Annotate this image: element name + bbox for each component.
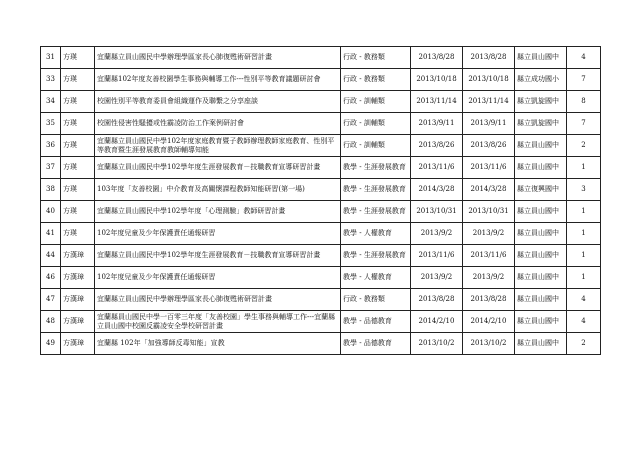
hours-cell: 7 [567, 69, 601, 91]
hours-cell: 1 [567, 267, 601, 289]
teacher-name-cell: 方瑛 [61, 91, 95, 113]
start-date-cell: 2013/8/28 [411, 47, 463, 69]
start-date-cell: 2014/2/10 [411, 311, 463, 333]
end-date-cell: 2014/3/28 [463, 179, 515, 201]
start-date-cell: 2013/10/18 [411, 69, 463, 91]
end-date-cell: 2013/10/18 [463, 69, 515, 91]
teacher-name-cell: 方瑛 [61, 135, 95, 157]
teacher-name-cell: 方瑛 [61, 113, 95, 135]
table-row [41, 179, 601, 201]
row-number-cell: 48 [41, 311, 61, 333]
training-records-table [40, 46, 601, 355]
row-number-cell: 44 [41, 245, 61, 267]
hours-cell: 1 [567, 245, 601, 267]
course-title-cell: 宜蘭縣立員山國民中學辦理學區家長心肺復甦術研習計畫 [95, 289, 341, 311]
start-date-cell: 2013/11/14 [411, 91, 463, 113]
category-cell: 教學 - 生涯發展教育 [341, 179, 411, 201]
start-date-cell: 2013/10/2 [411, 333, 463, 355]
hours-cell: 7 [567, 113, 601, 135]
location-cell: 縣立員山國中 [515, 267, 567, 289]
teacher-name-cell: 方漢璋 [61, 333, 95, 355]
hours-cell: 8 [567, 91, 601, 113]
end-date-cell: 2013/9/11 [463, 113, 515, 135]
table-row [41, 69, 601, 91]
hours-cell: 1 [567, 201, 601, 223]
hours-cell: 4 [567, 47, 601, 69]
location-cell: 縣立員山國中 [515, 157, 567, 179]
course-title-cell: 103年度「友善校園」中介教育及高關懷課程教師知能研習(第一場) [95, 179, 341, 201]
course-title-cell: 校園性別平等教育委員會組織運作及聯繫之分享座談 [95, 91, 341, 113]
course-title-cell: 宜蘭縣員山國民中學一百零三年度「友善校園」學生事務與輔導工作---宜蘭縣立員山國中校園反霸凌安全學校研習計畫 [95, 311, 341, 333]
table-row [41, 201, 601, 223]
location-cell: 縣立員山國中 [515, 201, 567, 223]
teacher-name-cell: 方瑛 [61, 179, 95, 201]
table-row [41, 47, 601, 69]
location-cell: 縣立凱旋國中 [515, 113, 567, 135]
start-date-cell: 2013/9/11 [411, 113, 463, 135]
teacher-name-cell: 方瑛 [61, 201, 95, 223]
location-cell: 縣立員山國中 [515, 47, 567, 69]
category-cell: 教學 - 人權教育 [341, 223, 411, 245]
teacher-name-cell: 方瑛 [61, 223, 95, 245]
table-row [41, 245, 601, 267]
row-number-cell: 40 [41, 201, 61, 223]
category-cell: 教學 - 人權教育 [341, 267, 411, 289]
teacher-name-cell: 方瑛 [61, 157, 95, 179]
table-row [41, 311, 601, 333]
end-date-cell: 2013/8/28 [463, 47, 515, 69]
teacher-name-cell: 方漢璋 [61, 245, 95, 267]
start-date-cell: 2013/11/6 [411, 157, 463, 179]
category-cell: 教學 - 品德教育 [341, 333, 411, 355]
end-date-cell: 2013/9/2 [463, 267, 515, 289]
course-title-cell: 宜蘭縣立員山國民中學102學年度生涯發展教育－技職教育宣導研習計畫 [95, 245, 341, 267]
row-number-cell: 41 [41, 223, 61, 245]
end-date-cell: 2013/8/26 [463, 135, 515, 157]
end-date-cell: 2013/8/28 [463, 289, 515, 311]
table-row [41, 333, 601, 355]
course-title-cell: 宜蘭縣立員山國民中學102學年度「心理測驗」教師研習計畫 [95, 201, 341, 223]
start-date-cell: 2013/8/28 [411, 289, 463, 311]
course-title-cell: 校園性侵害性騷擾或性霸凌防治工作案例研討會 [95, 113, 341, 135]
row-number-cell: 49 [41, 333, 61, 355]
teacher-name-cell: 方瑛 [61, 69, 95, 91]
start-date-cell: 2014/3/28 [411, 179, 463, 201]
category-cell: 行政 - 教務類 [341, 69, 411, 91]
category-cell: 行政 - 訓輔類 [341, 113, 411, 135]
end-date-cell: 2014/2/10 [463, 311, 515, 333]
category-cell: 教學 - 生涯發展教育 [341, 157, 411, 179]
category-cell: 行政 - 教務類 [341, 47, 411, 69]
location-cell: 縣立成功國小 [515, 69, 567, 91]
course-title-cell: 宜蘭縣立員山國民中學辦理學區家長心肺復甦術研習計畫 [95, 47, 341, 69]
table-row [41, 113, 601, 135]
course-title-cell: 宜蘭縣立員山國民中學102年度家庭教育暨子教師辦理教師家庭教育、性別平等教育暨生涯發展教育教師輔導知能 [95, 135, 341, 157]
category-cell: 教學 - 生涯發展教育 [341, 201, 411, 223]
row-number-cell: 47 [41, 289, 61, 311]
location-cell: 縣立復興國中 [515, 179, 567, 201]
location-cell: 縣立凱旋國中 [515, 91, 567, 113]
table-row [41, 267, 601, 289]
table-row [41, 289, 601, 311]
start-date-cell: 2013/9/2 [411, 223, 463, 245]
table-body [41, 47, 601, 355]
start-date-cell: 2013/10/31 [411, 201, 463, 223]
row-number-cell: 37 [41, 157, 61, 179]
teacher-name-cell: 方漢璋 [61, 267, 95, 289]
category-cell: 行政 - 訓輔類 [341, 91, 411, 113]
location-cell: 縣立員山國中 [515, 333, 567, 355]
row-number-cell: 31 [41, 47, 61, 69]
start-date-cell: 2013/11/6 [411, 245, 463, 267]
teacher-name-cell: 方漢璋 [61, 289, 95, 311]
row-number-cell: 36 [41, 135, 61, 157]
row-number-cell: 46 [41, 267, 61, 289]
table-row [41, 91, 601, 113]
start-date-cell: 2013/8/26 [411, 135, 463, 157]
hours-cell: 3 [567, 179, 601, 201]
location-cell: 縣立員山國中 [515, 245, 567, 267]
end-date-cell: 2013/11/6 [463, 245, 515, 267]
course-title-cell: 102年度兒童及少年保護責任通報研習 [95, 223, 341, 245]
course-title-cell: 宜蘭縣102年度友善校園學生事務與輔導工作---性別平等教育議題研討會 [95, 69, 341, 91]
hours-cell: 2 [567, 333, 601, 355]
category-cell: 行政 - 教務類 [341, 289, 411, 311]
location-cell: 縣立員山國中 [515, 135, 567, 157]
end-date-cell: 2013/10/2 [463, 333, 515, 355]
category-cell: 行政 - 訓輔類 [341, 135, 411, 157]
hours-cell: 4 [567, 311, 601, 333]
end-date-cell: 2013/11/14 [463, 91, 515, 113]
row-number-cell: 33 [41, 69, 61, 91]
hours-cell: 4 [567, 289, 601, 311]
location-cell: 縣立員山國中 [515, 223, 567, 245]
hours-cell: 1 [567, 223, 601, 245]
end-date-cell: 2013/10/31 [463, 201, 515, 223]
course-title-cell: 宜蘭縣立員山國民中學102學年度生涯發展教育－技職教育宣導研習計畫 [95, 157, 341, 179]
row-number-cell: 34 [41, 91, 61, 113]
table-row [41, 157, 601, 179]
end-date-cell: 2013/11/6 [463, 157, 515, 179]
category-cell: 教學 - 品德教育 [341, 311, 411, 333]
hours-cell: 1 [567, 157, 601, 179]
row-number-cell: 38 [41, 179, 61, 201]
table-row [41, 135, 601, 157]
category-cell: 教學 - 生涯發展教育 [341, 245, 411, 267]
course-title-cell: 宜蘭縣 102年「加強導師反毒知能」宣教 [95, 333, 341, 355]
teacher-name-cell: 方瑛 [61, 47, 95, 69]
end-date-cell: 2013/9/2 [463, 223, 515, 245]
teacher-name-cell: 方漢璋 [61, 311, 95, 333]
location-cell: 縣立員山國中 [515, 289, 567, 311]
location-cell: 縣立員山國中 [515, 311, 567, 333]
course-title-cell: 102年度兒童及少年保護責任通報研習 [95, 267, 341, 289]
hours-cell: 2 [567, 135, 601, 157]
table-row [41, 223, 601, 245]
start-date-cell: 2013/9/2 [411, 267, 463, 289]
row-number-cell: 35 [41, 113, 61, 135]
